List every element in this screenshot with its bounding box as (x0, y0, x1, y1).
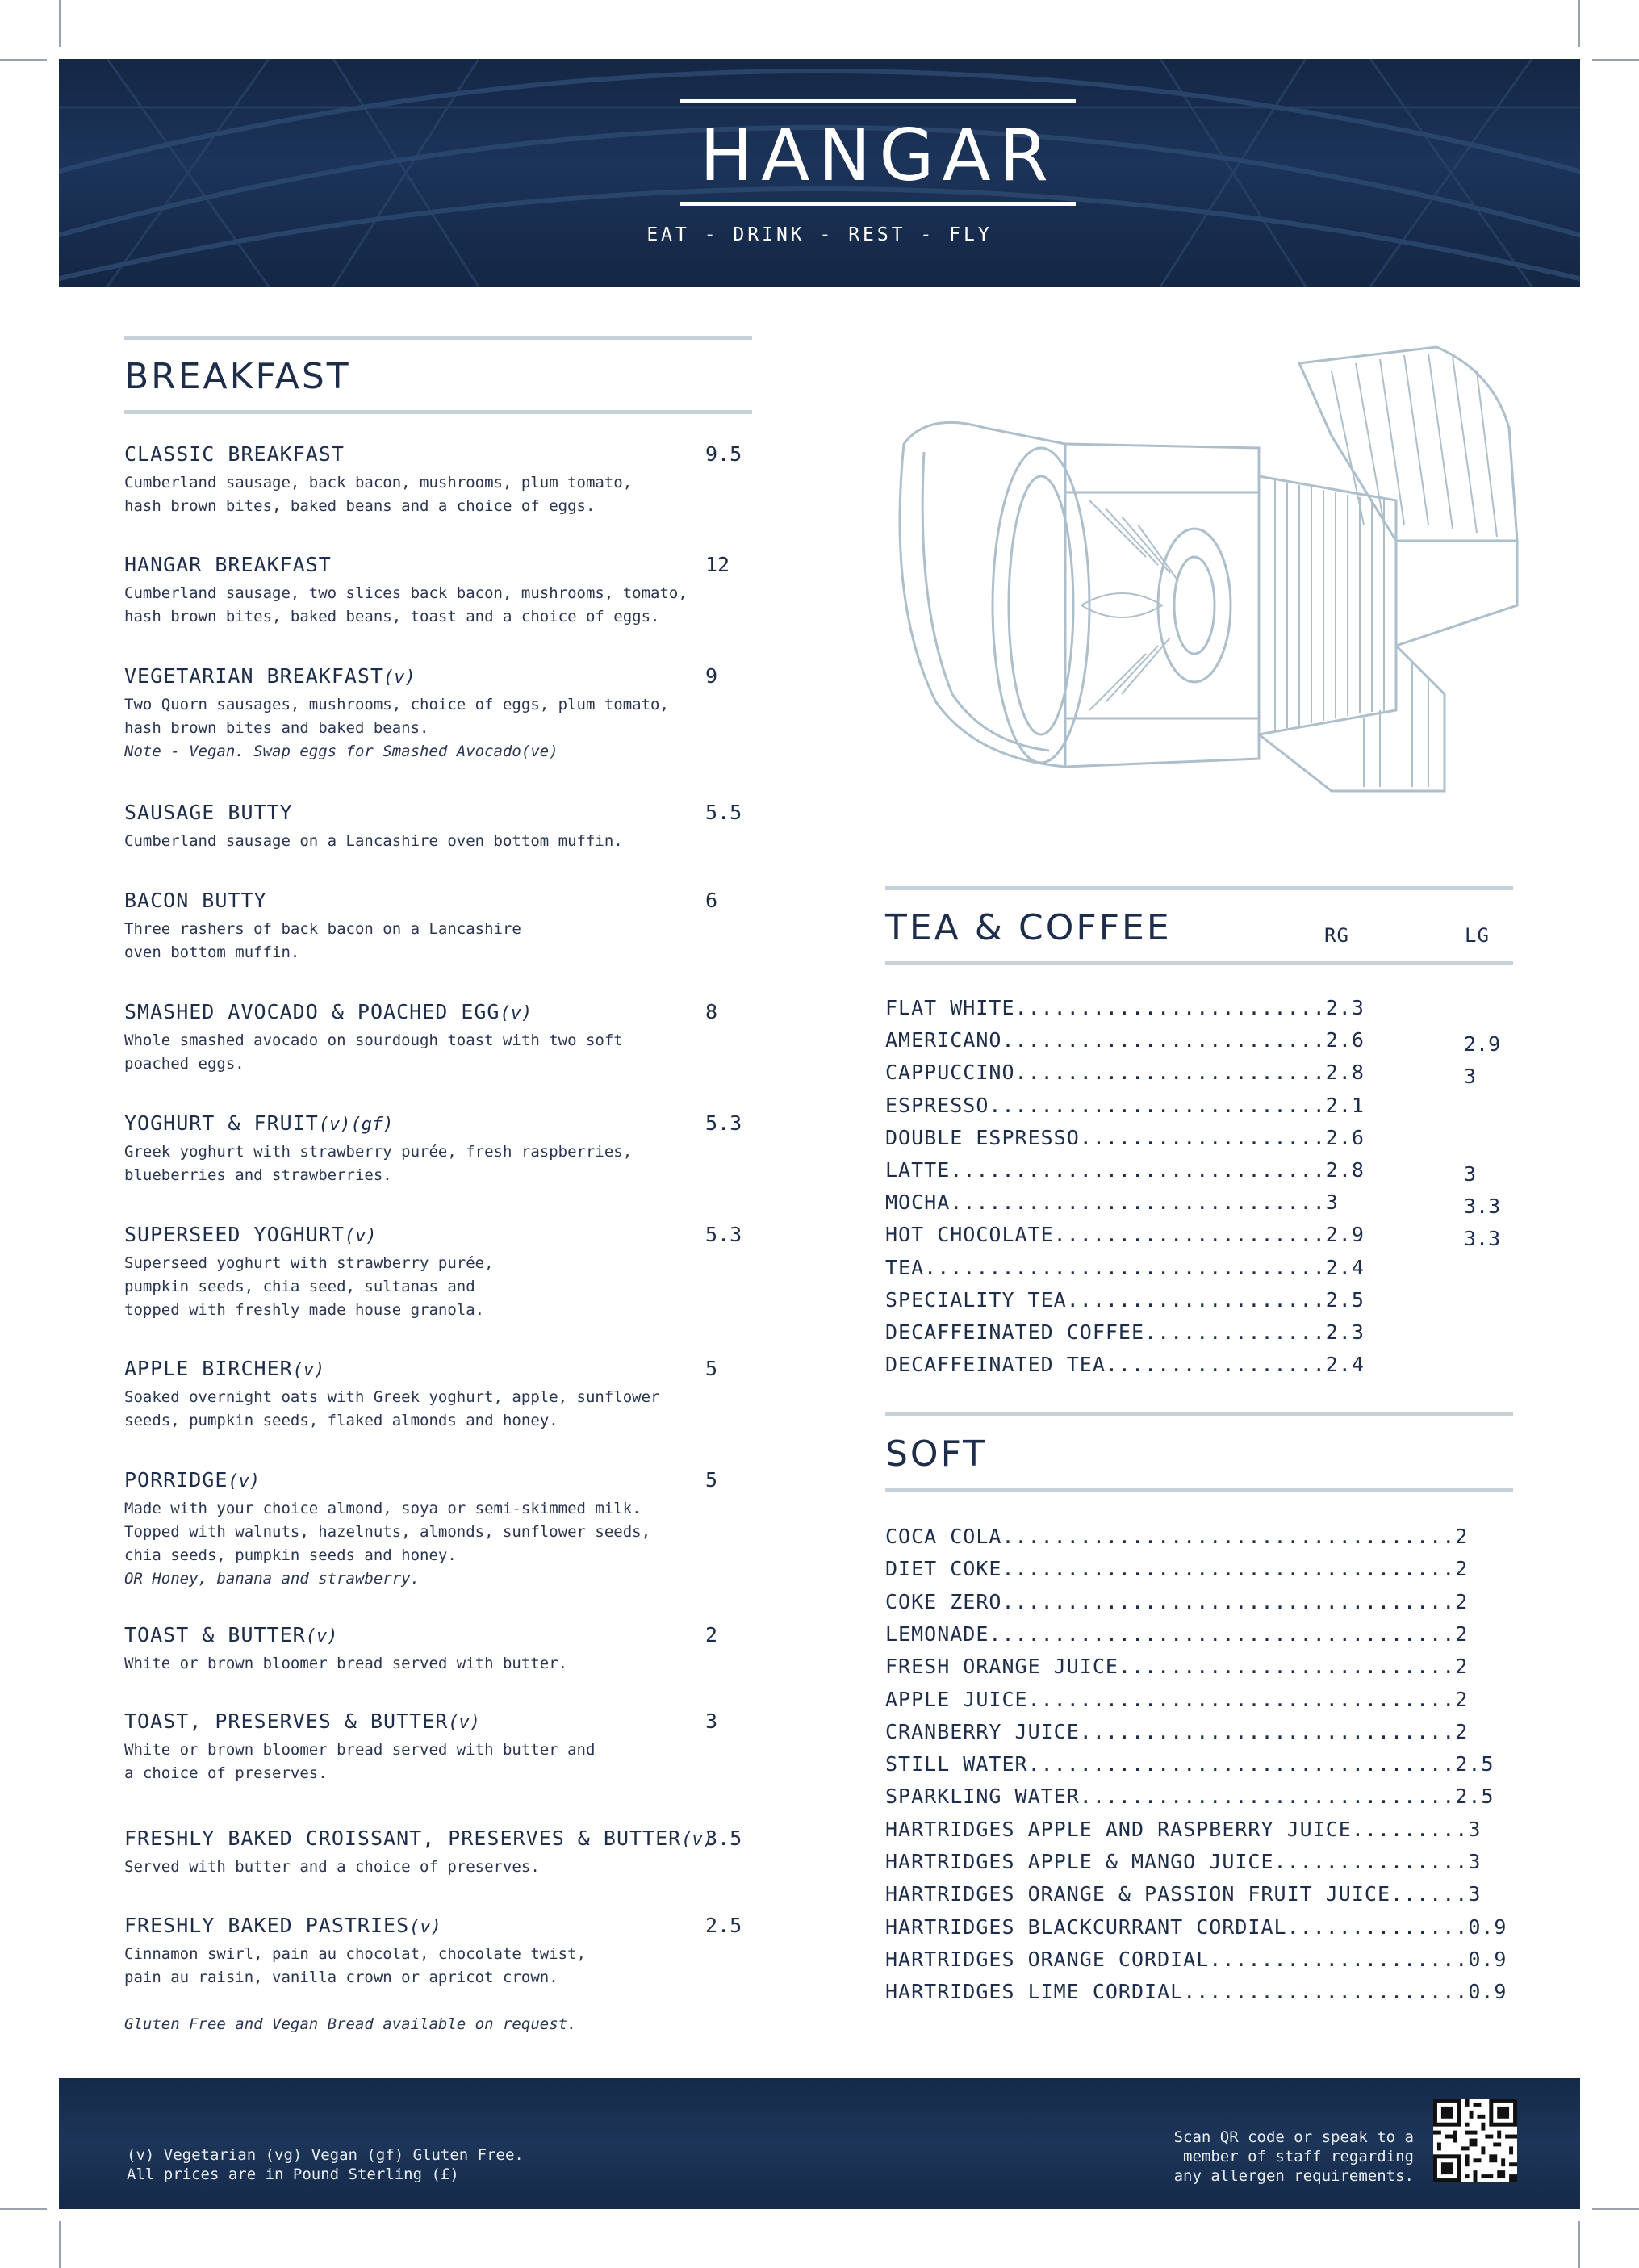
item-title: CLASSIC BREAKFAST (124, 442, 345, 466)
drink-name: ESPRESSO (885, 1094, 989, 1117)
diet-legend: (v) Vegetarian (vg) Vegan (gf) Gluten Free. All prices are in Pound Sterling (£) (127, 2146, 524, 2183)
drink-price: 2 (1455, 1622, 1469, 1646)
dot-leader: ................... (1079, 1126, 1326, 1149)
item-price: 2.5 (705, 1914, 742, 1937)
dot-leader: ..................... (1053, 1223, 1326, 1246)
item-price: 9.5 (705, 442, 742, 466)
item-title: TOAST, PRESERVES & BUTTER (124, 1709, 449, 1733)
item-price: 5.3 (705, 1223, 742, 1246)
drink-price: 2 (1455, 1688, 1469, 1711)
item-description: Cumberland sausage, back bacon, mushrooms, plum tomato, hash brown bites, baked beans and a choice of eggs. (124, 474, 633, 515)
breakfast-title: BREAKFAST (124, 356, 351, 397)
dot-leader: .......................... (1118, 1655, 1456, 1678)
price-lg: 3.3 (1464, 1195, 1501, 1218)
drink-price: 0.9 (1468, 1948, 1507, 1971)
drink-name: COCA COLA (885, 1525, 1002, 1548)
soft-drink-row (885, 1850, 1481, 1874)
dot-leader: ........................ (1014, 996, 1326, 1019)
dot-leader: ............................. (950, 1158, 1326, 1182)
breakfast-item (124, 1223, 754, 1322)
dot-leader: .......................... (989, 1094, 1326, 1117)
drink-name: CAPPUCCINO (885, 1061, 1015, 1084)
tea-coffee-title: TEA & COFFEE (885, 907, 1172, 948)
drink-name: HARTRIDGES ORANGE & PASSION FRUIT JUICE (885, 1882, 1390, 1906)
dot-leader: ............................. (1079, 1720, 1456, 1743)
diet-tag: (v) (228, 1471, 261, 1492)
soft-drink-row (885, 1655, 1468, 1679)
price-rg: 2.8 (1325, 1061, 1365, 1084)
soft-rule-top (885, 1412, 1513, 1416)
dot-leader: ................. (1105, 1353, 1326, 1376)
crop-mark (0, 59, 47, 61)
soft-drink-row (885, 1622, 1468, 1647)
soft-drink-row (885, 1915, 1507, 1940)
item-description: Whole smashed avocado on sourdough toast with two soft poached eggs. (124, 1031, 623, 1073)
item-description: Greek yoghurt with strawberry purée, fresh raspberries, blueberries and strawberries. (124, 1143, 633, 1184)
drink-price: 2.5 (1455, 1785, 1495, 1808)
item-price: 8 (705, 1000, 718, 1023)
item-name (124, 664, 754, 690)
item-title: SAUSAGE BUTTY (124, 801, 293, 824)
breakfast-item (124, 442, 754, 518)
item-name (124, 1914, 754, 1940)
item-title: FRESHLY BAKED CROISSANT, PRESERVES & BUTTER (124, 1827, 682, 1850)
crop-mark (1578, 2221, 1580, 2268)
item-name (124, 889, 754, 914)
item-name (124, 1827, 754, 1852)
item-name (124, 553, 754, 579)
drink-name: SPECIALITY TEA (885, 1288, 1067, 1312)
dot-leader: ......................... (1001, 1028, 1326, 1052)
item-description: Two Quorn sausages, mushrooms, choice of eggs, plum tomato, hash brown bites and baked beans. (124, 696, 669, 737)
drink-price: 3 (1468, 1818, 1482, 1841)
dot-leader: ................................... (1001, 1525, 1456, 1548)
drink-name: APPLE JUICE (885, 1688, 1028, 1711)
header-banner (59, 59, 1580, 287)
item-title: APPLE BIRCHER (124, 1357, 293, 1380)
breakfast-item (124, 801, 754, 853)
dot-leader: ............... (1273, 1850, 1469, 1873)
breakfast-item (124, 1111, 754, 1187)
tea-coffee-row (885, 1353, 1365, 1377)
item-description: Soaked overnight oats with Greek yoghurt, apple, sunflower seeds, pumpkin seeds, flaked almonds and honey. (124, 1388, 660, 1429)
breakfast-item (124, 889, 754, 965)
item-description: Served with butter and a choice of preserves. (124, 1858, 540, 1876)
tea-coffee-row (885, 1256, 1365, 1280)
item-description: Cinnamon swirl, pain au chocolat, chocolate twist, pain au raisin, vanilla crown or apricot crown. (124, 1945, 586, 1986)
diet-tag: (v) (344, 1226, 377, 1246)
drink-name: STILL WATER (885, 1752, 1028, 1776)
item-price: 5.5 (705, 801, 742, 824)
diet-tag: (v) (305, 1626, 338, 1647)
item-price: 5 (705, 1468, 718, 1492)
item-title: BACON BUTTY (124, 889, 267, 912)
soft-drink-row (885, 1590, 1468, 1614)
crop-mark (59, 2221, 61, 2268)
tea-coffee-row (885, 1028, 1365, 1052)
item-description: Superseed yoghurt with strawberry purée, pumpkin seeds, chia seed, sultanas and topped with freshly made house granola. (124, 1254, 494, 1319)
drink-price: 2 (1455, 1720, 1469, 1743)
dot-leader: .................... (1209, 1948, 1469, 1971)
tea-coffee-row (885, 1190, 1339, 1215)
breakfast-item (124, 1827, 754, 1879)
breakfast-rule-top (124, 336, 752, 340)
price-rg: 2.6 (1325, 1126, 1365, 1149)
drink-name: COKE ZERO (885, 1590, 1002, 1613)
col-head-rg: RG (1324, 924, 1349, 947)
drink-name: SPARKLING WATER (885, 1785, 1080, 1808)
drink-name: DECAFFEINATED TEA (885, 1353, 1106, 1376)
item-price: 2 (705, 1623, 718, 1647)
drink-name: FLAT WHITE (885, 996, 1015, 1019)
price-rg: 3 (1325, 1190, 1339, 1214)
breakfast-rule-bottom (124, 410, 752, 414)
drink-name: HARTRIDGES LIME CORDIAL (885, 1980, 1184, 2003)
drink-price: 3 (1468, 1882, 1482, 1906)
dot-leader: ......... (1351, 1818, 1469, 1841)
soft-drink-row (885, 1882, 1481, 1906)
breakfast-item (124, 1000, 754, 1076)
soft-title: SOFT (885, 1433, 987, 1475)
drink-name: DECAFFEINATED COFFEE (885, 1320, 1145, 1344)
breakfast-item (124, 1914, 754, 1990)
item-name (124, 442, 754, 468)
soft-rule-bottom (885, 1488, 1513, 1492)
diet-tag: (v) (383, 667, 416, 688)
price-rg: 2.3 (1325, 1320, 1365, 1344)
soft-drink-row (885, 1948, 1507, 1972)
item-title: YOGHURT & FRUIT (124, 1111, 319, 1135)
drink-price: 2 (1455, 1525, 1469, 1548)
logo-rule-bottom (680, 202, 1076, 206)
breakfast-item (124, 553, 754, 629)
diet-tag: (v)(gf) (318, 1115, 394, 1135)
tea-coffee-row (885, 1288, 1365, 1312)
drink-name: LEMONADE (885, 1622, 989, 1646)
drink-price: 0.9 (1468, 1915, 1507, 1939)
item-price: 6 (705, 889, 718, 912)
item-price: 3 (705, 1709, 718, 1733)
breakfast-item (124, 664, 754, 764)
breakfast-item (124, 1709, 754, 1785)
price-lg: 3.3 (1464, 1227, 1501, 1250)
tea-rule-bottom (885, 961, 1513, 965)
allergen-note: Scan QR code or speak to a member of staff regarding any allergen requirements. (1173, 2128, 1414, 2185)
soft-drink-row (885, 1688, 1468, 1712)
item-note: Note - Vegan. Swap eggs for Smashed Avocado(ve) (124, 743, 558, 760)
dot-leader: .............. (1144, 1320, 1326, 1344)
diet-tag: (v) (448, 1713, 481, 1733)
item-name (124, 1468, 754, 1494)
qr-code-icon[interactable] (1433, 2099, 1517, 2182)
tagline: EAT - DRINK - REST - FLY (646, 224, 993, 245)
tea-coffee-row (885, 1223, 1365, 1247)
dot-leader: ...................... (1183, 1980, 1469, 2003)
price-rg: 2.4 (1325, 1353, 1365, 1376)
soft-drink-row (885, 1818, 1481, 1842)
soft-drink-row (885, 1720, 1468, 1744)
item-title: HANGAR BREAKFAST (124, 553, 332, 576)
tea-coffee-row (885, 1061, 1365, 1085)
item-price: 5.3 (705, 1111, 742, 1135)
soft-drink-row (885, 1752, 1494, 1776)
price-rg: 2.8 (1325, 1158, 1365, 1182)
drink-price: 2.5 (1455, 1752, 1495, 1776)
tea-coffee-row (885, 1094, 1365, 1118)
item-description: Cumberland sausage on a Lancashire oven bottom muffin. (124, 832, 623, 850)
dot-leader: .............. (1286, 1915, 1469, 1939)
crop-mark (1578, 0, 1580, 47)
drink-price: 2 (1455, 1590, 1469, 1613)
drink-name: FRESH ORANGE JUICE (885, 1655, 1118, 1678)
breakfast-item (124, 1468, 754, 1591)
drink-name: HARTRIDGES APPLE AND RASPBERRY JUICE (885, 1818, 1352, 1841)
dot-leader: .................... (1066, 1288, 1326, 1312)
item-title: SUPERSEED YOGHURT (124, 1223, 345, 1246)
logo-rule-top (680, 99, 1076, 103)
drink-name: HARTRIDGES ORANGE CORDIAL (885, 1948, 1210, 1971)
diet-tag: (v) (409, 1917, 441, 1937)
drink-price: 2 (1455, 1655, 1469, 1678)
footer-banner (59, 2078, 1580, 2209)
diet-tag: (v) (292, 1360, 325, 1380)
dot-leader: ............................. (950, 1190, 1326, 1214)
tea-coffee-row (885, 1126, 1365, 1150)
diet-tag: (v) (500, 1003, 533, 1023)
price-rg: 2.6 (1325, 1028, 1365, 1052)
dot-leader: ................................. (1027, 1752, 1456, 1776)
diet-tag: (v) (681, 1830, 713, 1850)
crop-mark (1592, 59, 1639, 61)
crop-mark (1592, 2208, 1639, 2210)
drink-price: 0.9 (1468, 1980, 1507, 2003)
logo-text: HANGAR (700, 114, 1056, 197)
item-description: Cumberland sausage, two slices back bacon, mushrooms, tomato, hash brown bites, baked beans, toast and a choice of eggs. (124, 584, 688, 626)
soft-drink-row (885, 1557, 1468, 1581)
crop-mark (0, 2208, 47, 2210)
drink-name: AMERICANO (885, 1028, 1002, 1052)
item-price: 3.5 (705, 1827, 742, 1850)
item-description: Three rashers of back bacon on a Lancashire oven bottom muffin. (124, 920, 521, 961)
item-price: 12 (705, 553, 730, 576)
soft-drink-row (885, 1785, 1494, 1809)
breakfast-item (124, 1357, 754, 1433)
footnote: Gluten Free and Vegan Bread available on request. (124, 2015, 577, 2033)
drink-name: DIET COKE (885, 1557, 1002, 1580)
price-rg: 2.9 (1325, 1223, 1365, 1246)
item-title: TOAST & BUTTER (124, 1623, 306, 1647)
item-name (124, 1223, 754, 1249)
breakfast-item (124, 1623, 754, 1676)
price-rg: 2.5 (1325, 1288, 1365, 1312)
drink-price: 3 (1468, 1850, 1482, 1873)
item-name (124, 1709, 754, 1735)
drink-name: LATTE (885, 1158, 951, 1182)
dot-leader: ...... (1390, 1882, 1469, 1906)
drink-name: CRANBERRY JUICE (885, 1720, 1080, 1743)
item-description: Made with your choice almond, soya or semi-skimmed milk. Topped with walnuts, hazelnuts, almonds, sunflower seeds, chia seeds, pumpkin seeds and honey. (124, 1500, 651, 1564)
price-rg: 2.4 (1325, 1256, 1365, 1279)
dot-leader: ................................. (1027, 1688, 1456, 1711)
item-title: VEGETARIAN BREAKFAST (124, 664, 384, 688)
drink-name: MOCHA (885, 1190, 951, 1214)
tea-coffee-row (885, 1320, 1365, 1345)
tea-coffee-row (885, 1158, 1365, 1182)
drink-name: HARTRIDGES APPLE & MANGO JUICE (885, 1850, 1274, 1873)
jet-engine-illustration (880, 339, 1525, 839)
dot-leader: ................................... (1001, 1590, 1456, 1613)
item-title: FRESHLY BAKED PASTRIES (124, 1914, 410, 1937)
dot-leader: ........................ (1014, 1061, 1326, 1084)
item-title: SMASHED AVOCADO & POACHED EGG (124, 1000, 500, 1023)
crop-mark (59, 0, 61, 47)
item-name (124, 801, 754, 826)
drink-name: HARTRIDGES BLACKCURRANT CORDIAL (885, 1915, 1287, 1939)
dot-leader: ............................... (924, 1256, 1326, 1279)
price-lg: 2.9 (1464, 1032, 1501, 1056)
drink-name: HOT CHOCOLATE (885, 1223, 1054, 1246)
price-rg: 2.3 (1325, 996, 1365, 1019)
item-name (124, 1357, 754, 1383)
soft-drink-row (885, 1525, 1468, 1549)
drink-name: DOUBLE ESPRESSO (885, 1126, 1080, 1149)
dot-leader: ............................. (1079, 1785, 1456, 1808)
tea-coffee-row (885, 996, 1365, 1020)
item-name (124, 1111, 754, 1137)
item-note: OR Honey, banana and strawberry. (124, 1570, 420, 1588)
logo (680, 99, 1076, 206)
item-title: PORRIDGE (124, 1468, 228, 1492)
drink-name: TEA (885, 1256, 925, 1279)
dot-leader: ................................... (1001, 1557, 1456, 1580)
item-price: 9 (705, 664, 718, 688)
item-description: White or brown bloomer bread served with butter. (124, 1655, 568, 1672)
price-lg: 3 (1464, 1065, 1477, 1088)
dot-leader: .................................... (989, 1622, 1456, 1646)
item-description: White or brown bloomer bread served with butter and a choice of preserves. (124, 1741, 596, 1782)
item-name (124, 1623, 754, 1649)
soft-drink-row (885, 1980, 1507, 2004)
tea-rule-top (885, 886, 1513, 890)
col-head-lg: LG (1465, 924, 1490, 947)
item-price: 5 (705, 1357, 718, 1380)
price-lg: 3 (1464, 1162, 1477, 1186)
item-name (124, 1000, 754, 1026)
price-rg: 2.1 (1325, 1094, 1365, 1117)
drink-price: 2 (1455, 1557, 1469, 1580)
